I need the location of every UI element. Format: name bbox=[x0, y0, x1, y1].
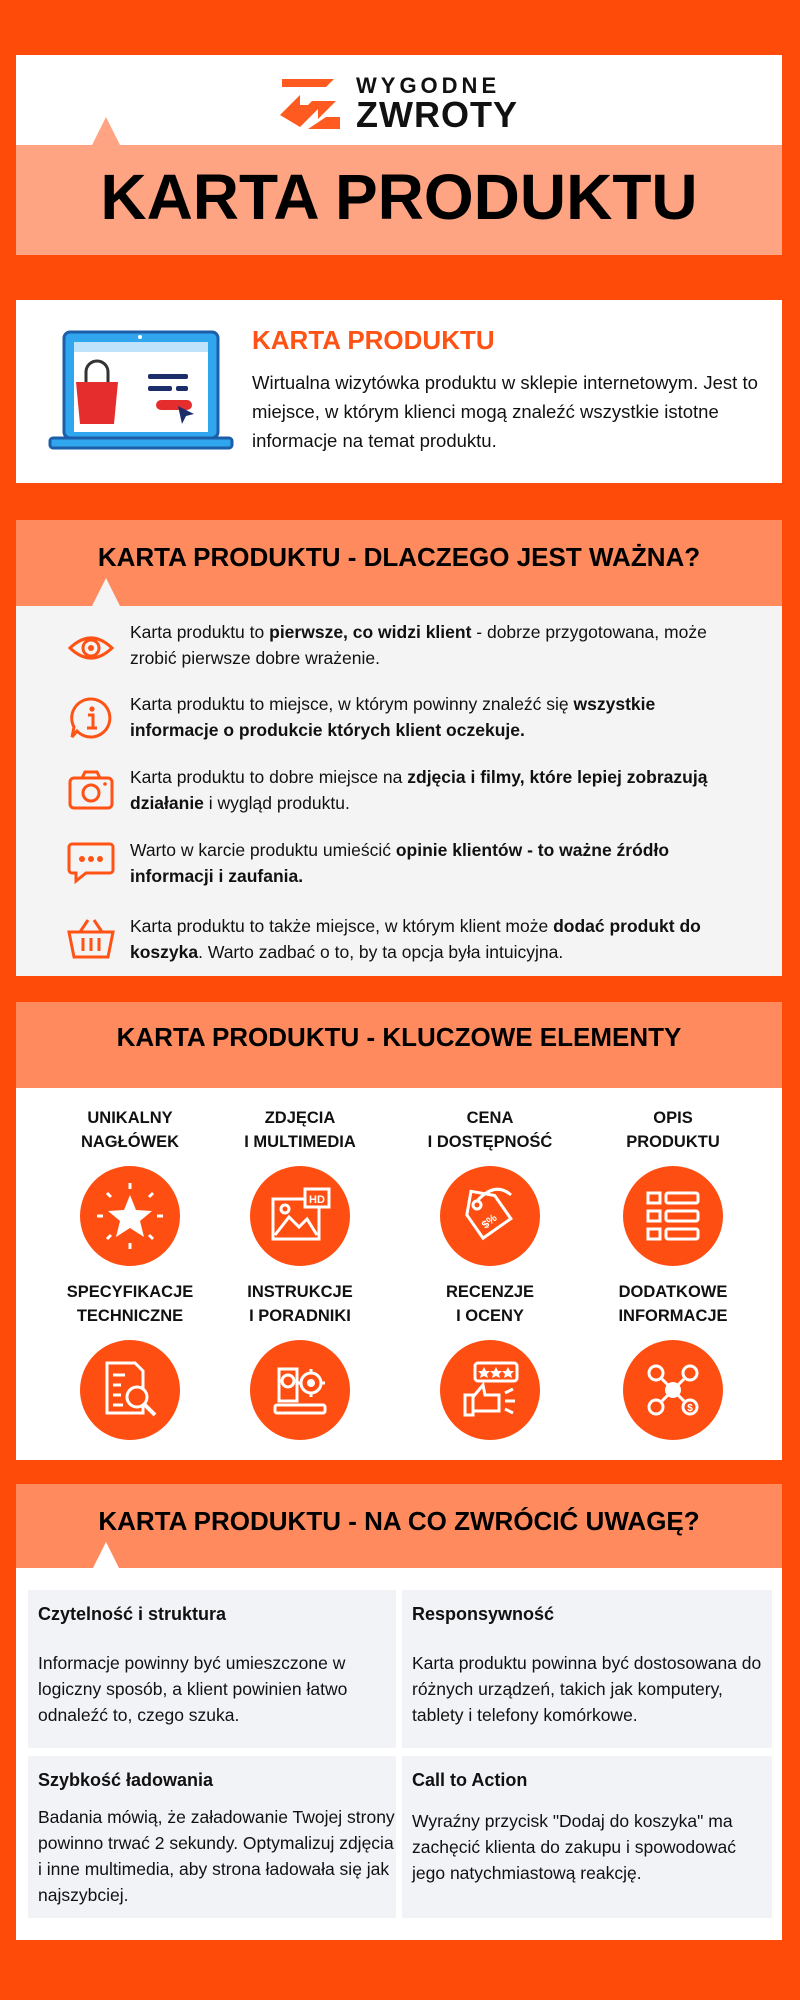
tip-text: Karta produktu powinna być dostosowana do różnych urządzeń, takich jak komputery, tablety i telefony komórkowe. bbox=[412, 1653, 762, 1725]
element-tile bbox=[215, 1106, 385, 1266]
element-tile bbox=[405, 1106, 575, 1266]
info-icon bbox=[66, 696, 116, 740]
why-item: Karta produktu to pierwsze, co widzi klient - dobrze przygotowana, może zrobić pierwsze dobre wrażenie. bbox=[130, 622, 707, 668]
why-item: Karta produktu to dobre miejsce na zdjęcia i filmy, które lepiej zobrazują działanie i wygląd produktu. bbox=[130, 767, 708, 813]
basket-icon bbox=[66, 916, 116, 960]
logo-line1: WYGODNE bbox=[356, 73, 501, 98]
why-section-title: KARTA PRODUKTU - DLACZEGO JEST WAŻNA? bbox=[97, 542, 701, 572]
element-label: DODATKOWE INFORMACJE bbox=[618, 1283, 728, 1325]
tip-title: Czytelność i struktura bbox=[38, 1604, 227, 1624]
element-tile bbox=[45, 1106, 215, 1266]
description-list-icon bbox=[638, 1181, 708, 1251]
tip-title: Call to Action bbox=[412, 1770, 528, 1790]
speech-pointer bbox=[92, 117, 120, 145]
rating-thumb-icon bbox=[455, 1355, 525, 1425]
element-label: SPECYFIKACJE TECHNICZNE bbox=[66, 1283, 194, 1325]
elements-section-title: KARTA PRODUKTU - KLUCZOWE ELEMENTY bbox=[116, 1022, 682, 1052]
chat-icon bbox=[66, 840, 116, 884]
why-item: Karta produktu to także miejsce, w którym klient może dodać produkt do koszyka. Warto zadbać o to, by ta opcja była intuicyjna. bbox=[130, 916, 701, 962]
why-item: Warto w karcie produktu umieścić opinie klientów - to ważne źródło informacji i zaufania. bbox=[130, 840, 670, 886]
price-tag-icon bbox=[455, 1181, 525, 1251]
speech-pointer bbox=[92, 578, 120, 606]
element-label: CENA I DOSTĘPNOŚĆ bbox=[427, 1109, 553, 1151]
tip-text: Wyraźny przycisk "Dodaj do koszyka" ma zachęcić klienta do zakupu i spowodować jego natychmiastową reakcję. bbox=[412, 1811, 736, 1883]
element-tile bbox=[588, 1280, 758, 1440]
eye-icon bbox=[66, 626, 116, 670]
tip-title: Szybkość ładowania bbox=[38, 1770, 214, 1790]
svg-text:$: $ bbox=[687, 1403, 693, 1414]
image-hd-icon bbox=[265, 1181, 335, 1251]
extra-info-icon bbox=[638, 1355, 708, 1425]
element-tile bbox=[588, 1106, 758, 1266]
intro-title: KARTA PRODUKTU bbox=[252, 325, 495, 355]
element-label: ZDJĘCIA I MULTIMEDIA bbox=[244, 1109, 356, 1151]
laptop-bag-icon bbox=[48, 328, 234, 452]
svg-text:$%: $% bbox=[479, 1212, 500, 1232]
tip-box bbox=[28, 1756, 396, 1918]
camera-icon bbox=[66, 768, 116, 812]
why-item: Karta produktu to miejsce, w którym powinny znaleźć się wszystkie informacje o produkcie których klient oczekuje. bbox=[130, 694, 656, 740]
tip-box bbox=[402, 1590, 772, 1748]
logo-arrows-icon bbox=[278, 75, 346, 133]
attention-section-title: KARTA PRODUKTU - NA CO ZWRÓCIĆ UWAGĘ? bbox=[98, 1506, 700, 1536]
guide-gear-icon bbox=[265, 1355, 335, 1425]
element-label: RECENZJE I OCENY bbox=[445, 1283, 535, 1325]
speech-pointer bbox=[92, 1542, 120, 1570]
tip-box bbox=[28, 1590, 396, 1748]
element-tile bbox=[405, 1280, 575, 1440]
intro-text: Wirtualna wizytówka produktu w sklepie internetowym. Jest to miejsce, w którym klienci mogą znaleźć wszystkie istotne informacje na temat produktu. bbox=[252, 372, 758, 451]
star-icon bbox=[95, 1181, 165, 1251]
tip-box bbox=[402, 1756, 772, 1918]
page-title: KARTA PRODUKTU bbox=[100, 161, 698, 233]
element-tile bbox=[215, 1280, 385, 1440]
element-label: INSTRUKCJE I PORADNIKI bbox=[247, 1283, 353, 1325]
svg-text:HD: HD bbox=[309, 1194, 325, 1206]
logo[interactable] bbox=[278, 75, 518, 133]
tip-text: Badania mówią, że załadowanie Twojej strony powinno trwać 2 sekundy. Optymalizuj zdjęcia i inne multimedia, aby strona ładowała się jak najszybciej. bbox=[38, 1807, 395, 1905]
tip-text: Informacje powinny być umieszczone w logiczny sposób, a klient powinien łatwo odnaleźć to, czego szuka. bbox=[38, 1653, 348, 1725]
logo-line2: ZWROTY bbox=[356, 94, 518, 135]
spec-document-icon bbox=[95, 1355, 165, 1425]
element-tile bbox=[45, 1280, 215, 1440]
tip-title: Responsywność bbox=[412, 1604, 555, 1624]
element-label: UNIKALNY NAGŁÓWEK bbox=[80, 1109, 180, 1151]
element-label: OPIS PRODUKTU bbox=[626, 1109, 720, 1151]
